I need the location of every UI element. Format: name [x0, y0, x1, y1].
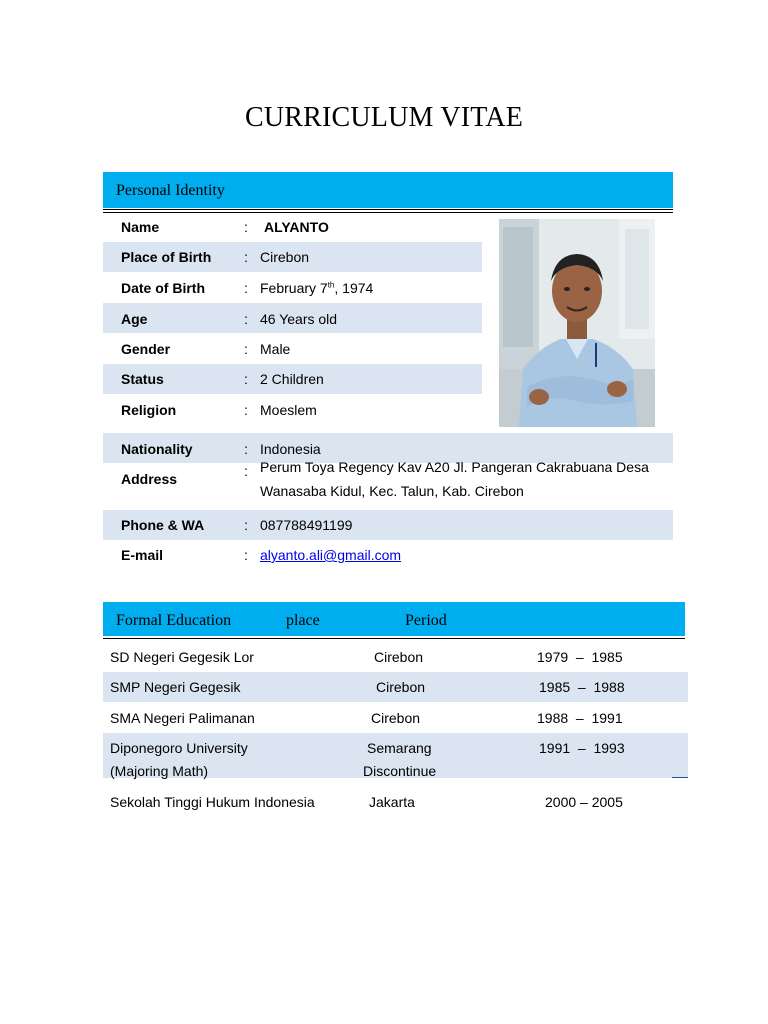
education-school: SMP Negeri Gegesik [110, 679, 241, 695]
education-row [103, 641, 688, 672]
value-nationality: Indonesia [260, 441, 321, 457]
row-gender [103, 333, 482, 364]
label-age: Age [121, 311, 148, 327]
label-place-of-birth: Place of Birth [121, 249, 212, 265]
personal-identity-header [103, 172, 673, 208]
header-rule-top [103, 209, 673, 210]
education-period: 1988 – 1991 [537, 710, 623, 726]
separator: : [244, 311, 248, 327]
education-school-note: (Majoring Math) [110, 763, 209, 779]
education-place: Semarang [367, 740, 432, 756]
label-status: Status [121, 371, 164, 387]
education-period: 1991 – 1993 [539, 740, 625, 756]
education-place: Cirebon [374, 649, 424, 665]
email-link[interactable]: alyanto.ali@gmail.com [260, 547, 402, 563]
education-school: SMA Negeri Palimanan [110, 710, 255, 726]
education-school: Diponegoro University [110, 740, 248, 756]
label-gender: Gender [121, 341, 171, 357]
separator: : [244, 463, 248, 479]
value-address-line2: Wanasaba Kidul, Kec. Talun, Kab. Cirebon [260, 483, 524, 499]
education-place: Jakarta [369, 794, 415, 810]
education-row [103, 702, 688, 733]
education-col-place: place [286, 612, 320, 629]
value-name: ALYANTO [264, 219, 329, 235]
label-nationality: Nationality [121, 441, 193, 457]
separator: : [244, 249, 248, 265]
education-row [103, 733, 688, 778]
separator: : [244, 547, 248, 563]
value-status: 2 Children [260, 371, 324, 387]
row-religion [103, 394, 482, 425]
row-email [103, 540, 673, 570]
profile-photo [499, 219, 655, 427]
label-religion: Religion [121, 402, 177, 418]
education-school: SD Negeri Gegesik Lor [110, 649, 254, 665]
row-phone [103, 510, 673, 540]
education-period: 1985 – 1988 [539, 679, 625, 695]
value-gender: Male [260, 341, 291, 357]
education-school: Sekolah Tinggi Hukum Indonesia [110, 794, 315, 810]
separator: : [244, 402, 248, 418]
label-email: E-mail [121, 547, 164, 563]
separator: : [244, 341, 248, 357]
label-date-of-birth: Date of Birth [121, 280, 205, 296]
row-age [103, 303, 482, 333]
label-address: Address [121, 471, 178, 487]
value-age: 46 Years old [260, 311, 338, 327]
row-name [103, 212, 482, 242]
education-place-note: Discontinue [363, 763, 437, 779]
row-status [103, 364, 482, 394]
education-header-rule [103, 638, 685, 639]
separator: : [244, 280, 248, 296]
education-row [103, 672, 688, 702]
separator: : [244, 219, 248, 235]
value-address-line1: Perum Toya Regency Kav A20 Jl. Pangeran Cakrabuana Desa [260, 459, 649, 475]
education-col-period: Period [405, 612, 447, 629]
value-religion: Moeslem [260, 402, 317, 418]
education-header [103, 602, 685, 636]
label-phone: Phone & WA [121, 517, 205, 533]
value-place-of-birth: Cirebon [260, 249, 310, 265]
personal-identity-title: Personal Identity [116, 182, 225, 199]
education-row [103, 786, 688, 817]
education-place: Cirebon [376, 679, 426, 695]
separator: : [244, 441, 248, 457]
education-period: 1979 – 1985 [537, 649, 623, 665]
row-date-of-birth [103, 272, 482, 303]
separator: : [244, 371, 248, 387]
education-period: 2000 – 2005 [545, 794, 623, 810]
education-place: Cirebon [371, 710, 421, 726]
row-address [103, 459, 673, 511]
separator: : [244, 517, 248, 533]
row-place-of-birth [103, 242, 482, 272]
document-title: CURRICULUM VITAE [244, 102, 524, 133]
label-name: Name [121, 219, 160, 235]
table-border-fragment [672, 777, 688, 778]
education-col-school: Formal Education [116, 612, 232, 629]
value-date-of-birth: February 7th, 1974 [260, 280, 374, 296]
value-phone: 087788491199 [260, 517, 353, 533]
